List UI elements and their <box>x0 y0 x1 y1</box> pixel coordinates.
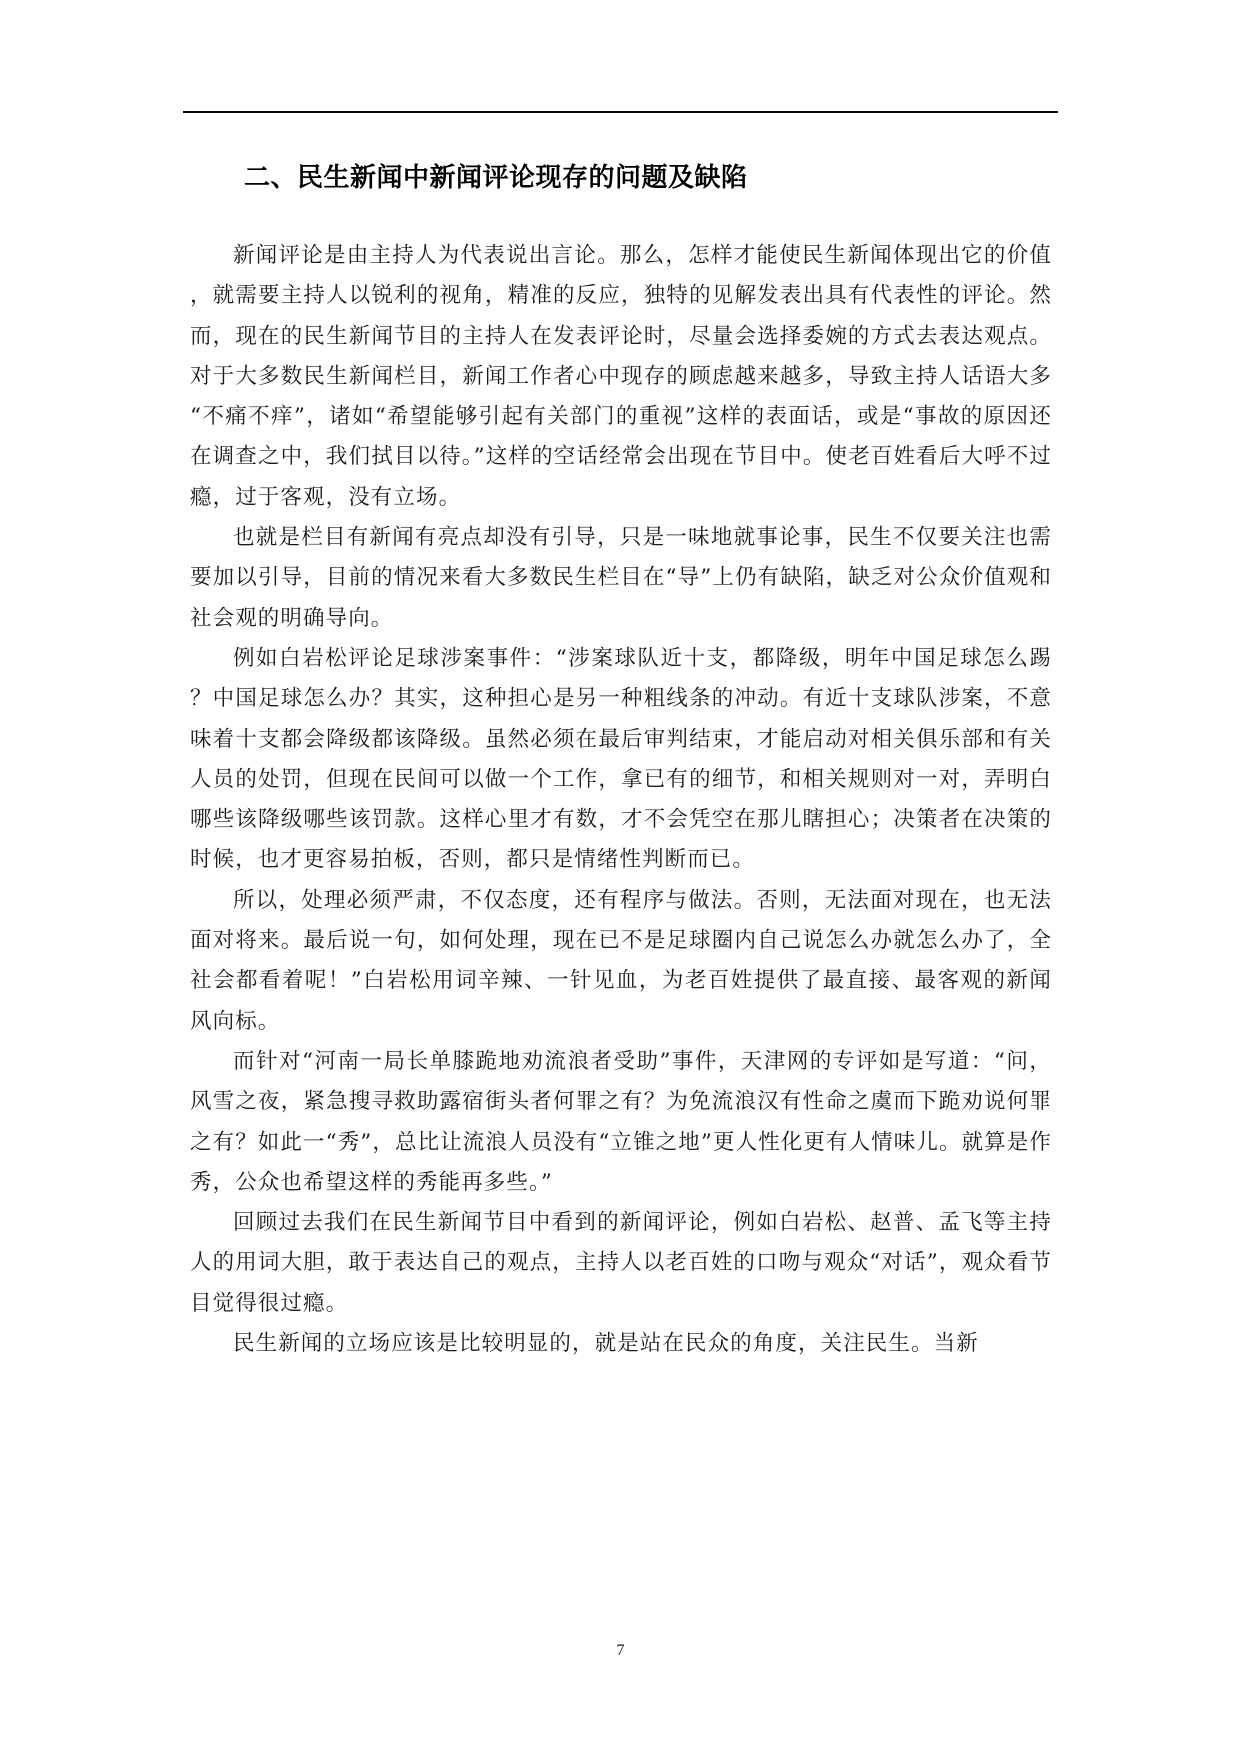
paragraph: 回顾过去我们在民生新闻节目中看到的新闻评论，例如白岩松、赵普、孟飞等主持人的用词大胆，敢于表达自己的观点，主持人以老百姓的口吻与观众“对话”，观众看节目觉得很过瘾。 <box>190 1210 1052 1316</box>
body-text <box>190 236 1052 1364</box>
page-number: 7 <box>616 1642 625 1659</box>
header-rule <box>183 111 1058 113</box>
paragraph: 新闻评论是由主持人为代表说出言论。那么，怎样才能使民生新闻体现出它的价值，就需要主持人以锐利的视角，精准的反应，独特的见解发表出具有代表性的评论。然而，现在的民生新闻节目的主持人在发表评论时，尽量会选择委婉的方式去表达观点。对于大多数民生新闻栏目，新闻工作者心中现存的顾虑越来越多，导致主持人话语大多“不痛不痒”，诸如“希望能够引起有关部门的重视”这样的表面话，或是“事故的原因还在调查之中，我们拭目以待。”这样的空话经常会出现在节目中。使老百姓看后大呼不过瘾，过于客观，没有立场。 <box>190 243 1052 510</box>
paragraph: 而针对“河南一局长单膝跪地劝流浪者受助”事件，天津网的专评如是写道：“问，风雪之夜，紧急搜寻救助露宿街头者何罪之有？为免流浪汉有性命之虞而下跪劝说何罪之有？如此一“秀”，总比让流浪人员没有“立锥之地”更人性化更有人情味儿。就算是作秀，公众也希望这样的秀能再多些。” <box>190 1048 1052 1195</box>
section-heading: 二、民生新闻中新闻评论现存的问题及缺陷 <box>244 163 748 193</box>
paragraph: 也就是栏目有新闻有亮点却没有引导，只是一味地就事论事，民生不仅要关注也需要加以引导，目前的情况来看大多数民生栏目在“导”上仍有缺陷，缺乏对公众价值观和社会观的明确导向。 <box>190 525 1052 631</box>
paragraph: 例如白岩松评论足球涉案事件：“涉案球队近十支，都降级，明年中国足球怎么踢？中国足球怎么办？其实，这种担心是另一种粗线条的冲动。有近十支球队涉案，不意味着十支都会降级都该降级。虽然必须在最后审判结束，才能启动对相关俱乐部和有关人员的处罚，但现在民间可以做一个工作，拿已有的细节，和相关规则对一对，弄明白哪些该降级哪些该罚款。这样心里才有数，才不会凭空在那儿瞎担心；决策者在决策的时候，也才更容易拍板，否则，都只是情绪性判断而已。 <box>190 645 1052 873</box>
paragraph: 民生新闻的立场应该是比较明显的，就是站在民众的角度，关注民生。当新 <box>233 1331 979 1357</box>
paragraph: 所以，处理必须严肃，不仅态度，还有程序与做法。否则，无法面对现在，也无法面对将来。最后说一句，如何处理，现在已不是足球圈内自己说怎么办就怎么办了，全社会都看着呢！”白岩松用词辛辣、一针见血，为老百姓提供了最直接、最客观的新闻风向标。 <box>190 887 1052 1034</box>
